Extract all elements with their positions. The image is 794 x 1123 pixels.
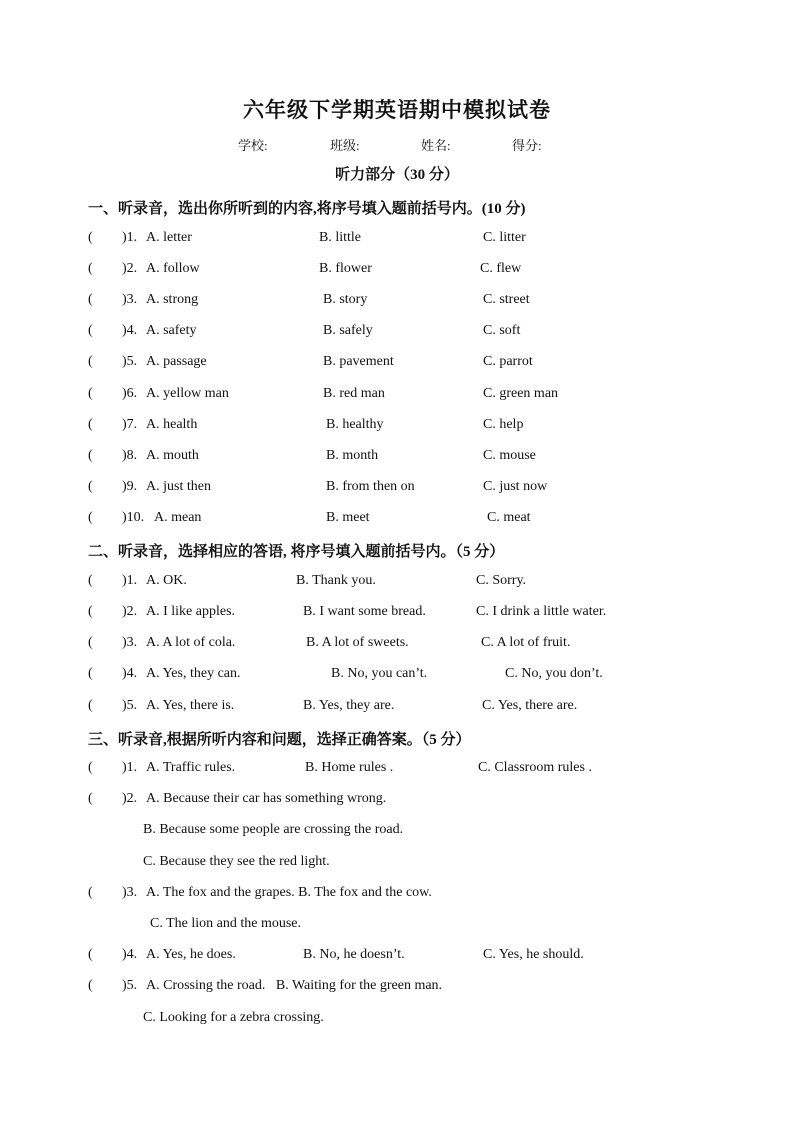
option-c: C. mouse [483, 448, 536, 463]
question-row [0, 354, 794, 376]
question-row [0, 760, 794, 782]
option-c: C. Looking for a zebra crossing. [143, 1010, 324, 1025]
question-row [0, 417, 794, 439]
question-row [0, 666, 794, 688]
option-c: C. I drink a little water. [476, 604, 607, 619]
option-a: A. just then [146, 479, 211, 494]
option-b: B. A lot of sweets. [306, 635, 409, 650]
question-row [0, 573, 794, 595]
section-one-heading: 一、听录音，选出你所听到的内容,将序号填入题前括号内。(10 分) [88, 201, 526, 217]
option-a: A. Traffic rules. [146, 760, 236, 775]
question-number: )9. [122, 479, 138, 494]
option-c: C. soft [483, 323, 521, 338]
question-row [0, 885, 794, 907]
option-c: C. Yes, there are. [482, 698, 578, 713]
question-number: )1. [122, 573, 138, 588]
answer-paren: ( [88, 510, 93, 525]
answer-paren: ( [88, 417, 93, 432]
question-number: )1. [122, 230, 138, 245]
question-row [0, 978, 794, 1000]
option-a: A. safety [146, 323, 197, 338]
option-c: C. Because they see the red light. [143, 854, 330, 869]
section-two-heading: 二、听录音，选择相应的答语, 将序号填入题前括号内。（5 分） [88, 544, 505, 560]
option-b: B. red man [323, 386, 385, 401]
option-a: A. letter [146, 230, 192, 245]
question-number: )7. [122, 417, 138, 432]
answer-paren: ( [88, 666, 93, 681]
answer-paren: ( [88, 791, 93, 806]
question-row [0, 698, 794, 720]
question-number: )5. [122, 354, 138, 369]
answer-paren: ( [88, 479, 93, 494]
question-row [0, 947, 794, 969]
option-b: B. little [319, 230, 361, 245]
question-row [0, 386, 794, 408]
section-three-heading: 三、听录音,根据所听内容和问题，选择正确答案。（5 分） [88, 732, 471, 748]
option-b: B. No, he doesn’t. [303, 947, 405, 962]
option-c: C. The lion and the mouse. [150, 916, 301, 931]
part-heading: 听力部分（30 分） [335, 167, 459, 183]
question-row [0, 323, 794, 345]
question-number: )2. [122, 791, 138, 806]
option-c: C. meat [487, 510, 531, 525]
question-number: )6. [122, 386, 138, 401]
option-c: C. flew [480, 261, 522, 276]
option-c: C. street [483, 292, 530, 307]
option-a: A. Yes, they can. [146, 666, 241, 681]
answer-paren: ( [88, 885, 93, 900]
option-b: B. No, you can’t. [331, 666, 428, 681]
answer-paren: ( [88, 261, 93, 276]
option-c: C. green man [483, 386, 559, 401]
option-a: A. passage [146, 354, 207, 369]
question-row [0, 448, 794, 470]
question-row [0, 479, 794, 501]
options-a-b: A. Crossing the road. B. Waiting for the green man. [146, 978, 443, 993]
answer-paren: ( [88, 386, 93, 401]
answer-paren: ( [88, 573, 93, 588]
option-b: B. month [326, 448, 379, 463]
question-row [0, 230, 794, 252]
score-label: 得分: [512, 138, 542, 153]
option-a: A. I like apples. [146, 604, 236, 619]
option-a: A. health [146, 417, 198, 432]
question-row [0, 635, 794, 657]
question-number: )8. [122, 448, 138, 463]
option-a: A. Yes, there is. [146, 698, 235, 713]
school-label: 学校: [238, 138, 268, 153]
answer-paren: ( [88, 635, 93, 650]
name-label: 姓名: [421, 138, 451, 153]
option-c: C. help [483, 417, 524, 432]
answer-paren: ( [88, 947, 93, 962]
option-c: C. No, you don’t. [505, 666, 603, 681]
option-b: B. safely [323, 323, 373, 338]
option-a: A. OK. [146, 573, 187, 588]
option-a: A. yellow man [146, 386, 229, 401]
question-number: )4. [122, 323, 138, 338]
option-a: A. A lot of cola. [146, 635, 236, 650]
answer-paren: ( [88, 978, 93, 993]
option-a: A. Yes, he does. [146, 947, 236, 962]
question-row [0, 292, 794, 314]
question-number: )4. [122, 666, 138, 681]
option-a: A. follow [146, 261, 200, 276]
question-row [0, 510, 794, 532]
answer-paren: ( [88, 323, 93, 338]
option-c: C. A lot of fruit. [481, 635, 571, 650]
option-c: C. Classroom rules . [478, 760, 592, 775]
question-number: )3. [122, 885, 138, 900]
answer-paren: ( [88, 292, 93, 307]
option-b: B. Thank you. [296, 573, 376, 588]
option-b: B. healthy [326, 417, 384, 432]
option-b: B. Because some people are crossing the road. [143, 822, 404, 837]
question-number: )5. [122, 698, 138, 713]
question-number: )1. [122, 760, 138, 775]
answer-paren: ( [88, 698, 93, 713]
option-c: C. Yes, he should. [483, 947, 584, 962]
option-b: B. Home rules . [305, 760, 394, 775]
question-number: )5. [122, 978, 138, 993]
question-number: )3. [122, 292, 138, 307]
answer-paren: ( [88, 604, 93, 619]
exam-title: 六年级下学期英语期中模拟试卷 [243, 98, 551, 122]
class-label: 班级: [330, 138, 360, 153]
option-b: B. I want some bread. [303, 604, 426, 619]
options-a-b: A. The fox and the grapes. B. The fox and the cow. [146, 885, 432, 900]
question-number: )3. [122, 635, 138, 650]
question-row [0, 791, 794, 813]
option-b: B. from then on [326, 479, 415, 494]
question-number: )4. [122, 947, 138, 962]
question-number: )10. [122, 510, 145, 525]
option-c: C. just now [483, 479, 548, 494]
option-a: A. strong [146, 292, 199, 307]
option-b: B. pavement [323, 354, 394, 369]
answer-paren: ( [88, 354, 93, 369]
question-number: )2. [122, 261, 138, 276]
option-c: C. litter [483, 230, 526, 245]
question-row [0, 604, 794, 626]
answer-paren: ( [88, 448, 93, 463]
option-a: A. mean [154, 510, 202, 525]
option-b: B. flower [319, 261, 372, 276]
question-row [0, 261, 794, 283]
option-c: C. parrot [483, 354, 533, 369]
question-number: )2. [122, 604, 138, 619]
option-b: B. story [323, 292, 368, 307]
answer-paren: ( [88, 760, 93, 775]
option-c: C. Sorry. [476, 573, 527, 588]
option-b: B. Yes, they are. [303, 698, 395, 713]
option-a: A. Because their car has something wrong. [146, 791, 387, 806]
option-a: A. mouth [146, 448, 199, 463]
answer-paren: ( [88, 230, 93, 245]
option-b: B. meet [326, 510, 370, 525]
